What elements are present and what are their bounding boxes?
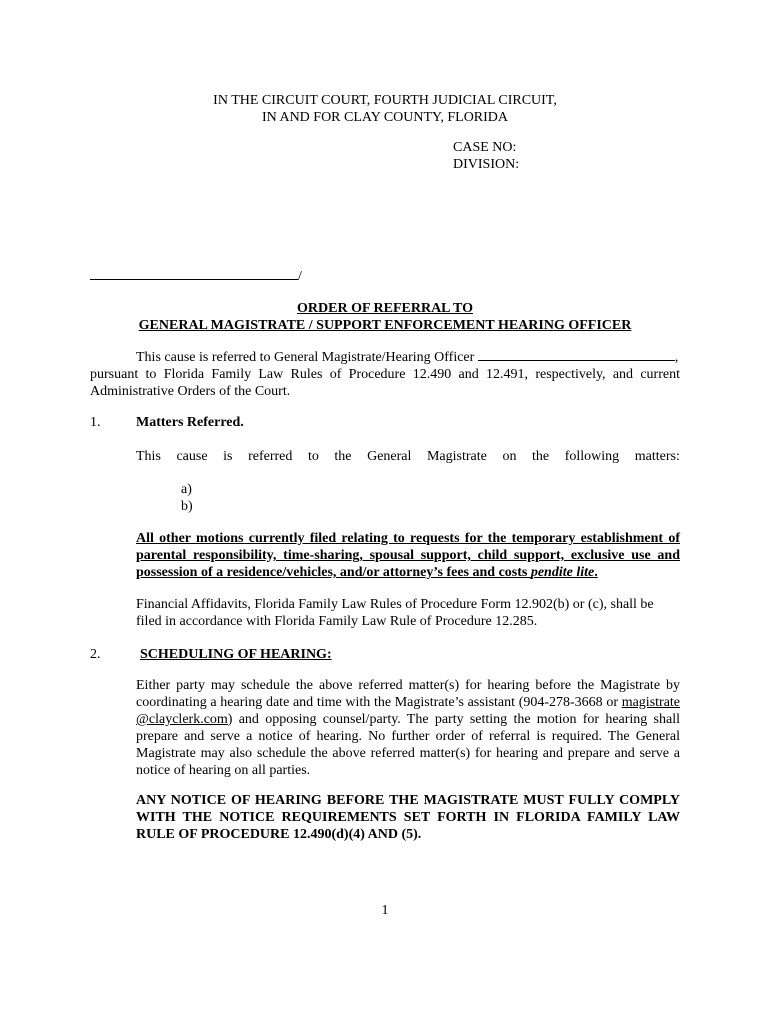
lead-word: following: [564, 449, 620, 464]
case-no-label: CASE NO:: [453, 140, 517, 155]
notice-requirements: ANY NOTICE OF HEARING BEFORE THE MAGISTRATE MUST FULLY COMPLY WITH THE NOTICE REQUIREMENTS SET FORTH IN FLORIDA FAMILY LAW RULE OF PROCEDURE 12.490(d)(4) AND (5).: [136, 793, 680, 842]
lead-word: matters:: [634, 449, 680, 464]
section-1-lead: [136, 448, 680, 465]
caption-signature-line: [90, 268, 302, 285]
lead-word: is: [223, 449, 233, 464]
lead-word: This: [136, 449, 161, 464]
intro-comma: ,: [674, 350, 679, 365]
intro-text: This cause is referred to General Magistrate/Hearing Officer: [136, 350, 475, 365]
other-motions-end: .: [594, 565, 598, 580]
matters-list: [181, 481, 193, 515]
section-1-number: 1.: [90, 415, 101, 430]
financial-affidavits-paragraph: Financial Affidavits, Florida Family Law Rules of Procedure Form 12.902(b) or (c), shall be filed in accordance with Florida Family Law Rule of Procedure 12.285.: [136, 597, 654, 629]
court-header: [0, 92, 770, 126]
case-info: [453, 139, 519, 173]
scheduling-text: Either party may schedule the above referred matter(s) for hearing before the Magistrate by coordinating a hearing date and time with the Magistrate’s assistant (904-278-3668 or: [136, 678, 680, 710]
hearing-officer-blank: [478, 360, 675, 361]
section-2-heading: SCHEDULING OF HEARING:: [140, 647, 332, 662]
lead-word: the: [334, 449, 352, 464]
other-motions-paragraph: [136, 530, 680, 581]
lead-word: General: [367, 449, 412, 464]
court-line-1: IN THE CIRCUIT COURT, FOURTH JUDICIAL CIRCUIT,: [213, 93, 557, 108]
scheduling-text-continued: ) and opposing counsel/party. The party setting the motion for hearing shall prepare and serve a notice of hearing. No further order of referral is required. The General Magistrate may also schedule the above referred matter(s) for hearing and prepare and serve a notice of hearing on all parties.: [136, 712, 680, 778]
section-1-heading: Matters Referred.: [136, 415, 244, 430]
court-line-2: IN AND FOR CLAY COUNTY, FLORIDA: [261, 110, 509, 125]
title-line-1: ORDER OF REFERRAL TO: [297, 301, 473, 316]
pendite-lite: pendite lite: [530, 565, 595, 580]
lead-word: the: [532, 449, 550, 464]
lead-word: referred: [248, 449, 293, 464]
magistrate-email-link[interactable]: magistrate @clayclerk.com: [136, 695, 681, 727]
lead-word: on: [502, 449, 517, 464]
caption-slash: /: [298, 269, 302, 284]
list-item: a): [181, 482, 192, 497]
lead-word: cause: [176, 449, 208, 464]
page-number: 1: [381, 903, 389, 918]
lead-word: to: [307, 449, 319, 464]
section-2-number: 2.: [90, 647, 101, 662]
list-item: b): [181, 499, 193, 514]
intro-paragraph: [90, 349, 680, 400]
title-line-2: GENERAL MAGISTRATE / SUPPORT ENFORCEMENT HEARING OFFICER: [138, 318, 632, 333]
order-title: [0, 300, 770, 334]
intro-first-line: [90, 349, 680, 366]
lead-word: Magistrate: [426, 449, 487, 464]
other-motions-text: All other motions currently filed relating to requests for the temporary establishment of parental responsibility, time-sharing, spousal support, child support, exclusive use and possession of a residence/vehicles, and/or attorney’s fees and costs: [136, 531, 680, 580]
caption-blank: [90, 279, 298, 280]
scheduling-paragraph: [136, 677, 680, 779]
division-label: DIVISION:: [453, 157, 520, 172]
intro-continuation: pursuant to Florida Family Law Rules of Procedure 12.490 and 12.491, respectively, and current Administrative Orders of the Court.: [90, 367, 680, 399]
